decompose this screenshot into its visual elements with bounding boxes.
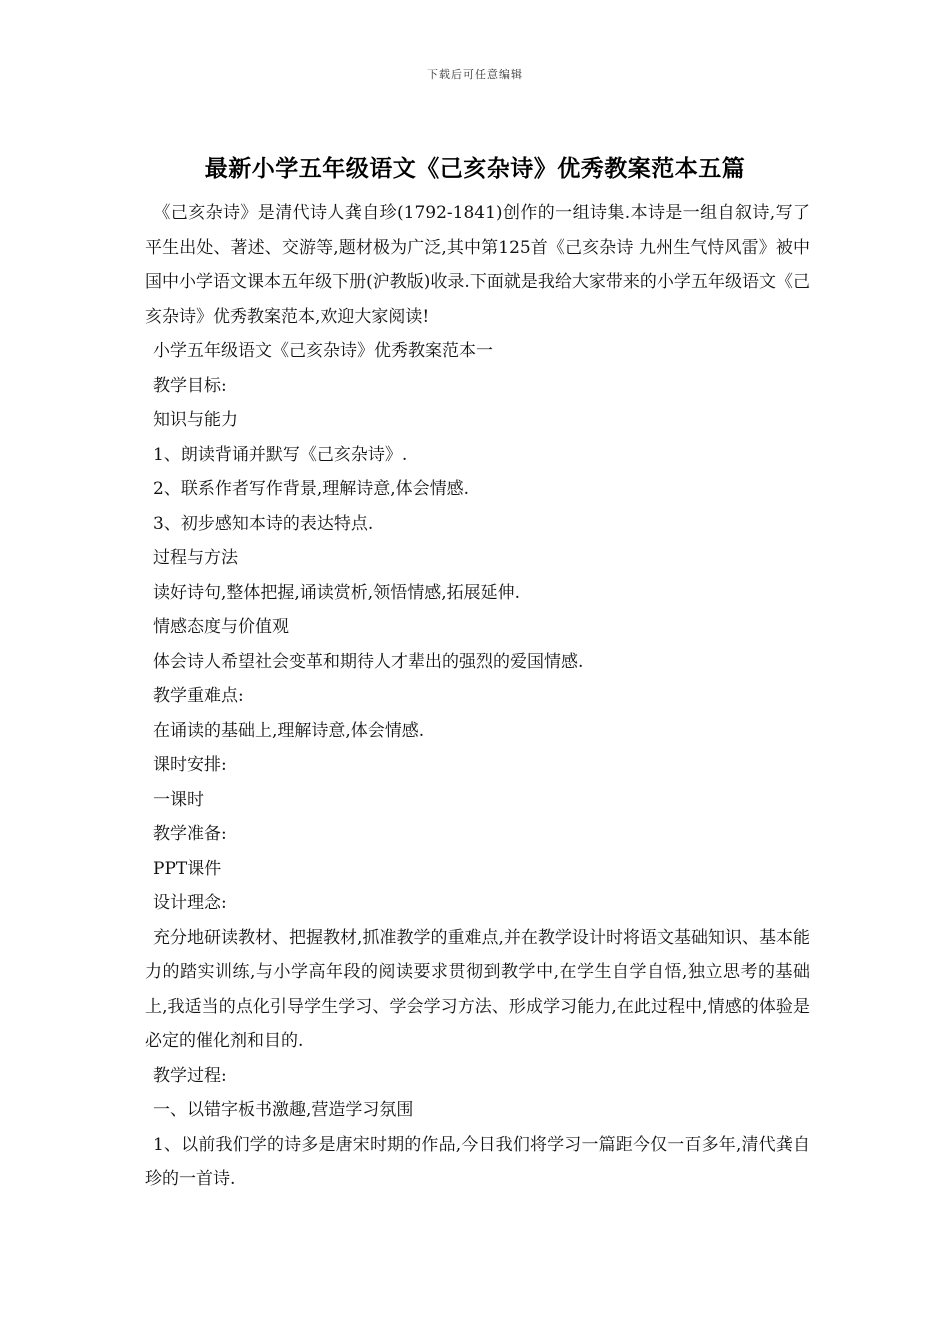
body-line: 2、联系作者写作背景,理解诗意,体会情感. (153, 479, 470, 499)
body-line: 教学准备: (153, 824, 227, 844)
body-line: 一、以错字板书激趣,营造学习氛围 (153, 1100, 414, 1120)
body-line: 教学过程: (153, 1065, 227, 1086)
design-text: 充分地研读教材、把握教材,抓准教学的重难点,并在教学设计时将语文基础知识、基本能力的踏实训练,与小学高年段的阅读要求贯彻到教学中,在学生自学自悟,独立思考的基础上,我适当的点化引导学生学习、学会学习方法、形成学习能力,在此过程中,情感的体验是必定的催化剂和目的. (145, 927, 810, 1051)
design-paragraph (145, 921, 810, 1059)
body-line: 在诵读的基础上,理解诗意,体会情感. (153, 720, 425, 741)
body-line: PPT课件 (153, 858, 222, 879)
body-line: 3、初步感知本诗的表达特点. (153, 513, 374, 534)
body-line: 知识与能力 (153, 410, 238, 430)
intro-text: 《己亥杂诗》是清代诗人龚自珍(1792-1841)创作的一组诗集.本诗是一组自叙诗,写了平生出处、著述、交游等,题材极为广泛,其中第125首《己亥杂诗 九州生气恃风雷》被中国中小学语文课本五年级下册(沪教版)收录.下面就是我给大家带来的小学五年级语文《己亥杂诗》优秀教案范本,欢迎大家阅读! (145, 203, 810, 327)
body-line: 课时安排: (153, 755, 227, 775)
body-line: 读好诗句,整体把握,诵读赏析,领悟情感,拓展延伸. (153, 582, 521, 603)
page-header-note: 下载后可任意编辑 (427, 68, 523, 81)
intro-paragraph (145, 196, 810, 334)
body-line: 一课时 (153, 789, 204, 810)
document-body (145, 196, 810, 1197)
body-line: 教学目标: (153, 375, 227, 396)
body-line: 1、朗读背诵并默写《己亥杂诗》. (153, 444, 408, 465)
final-paragraph (145, 1128, 810, 1197)
body-line: 小学五年级语文《己亥杂诗》优秀教案范本一 (153, 341, 493, 361)
body-line: 教学重难点: (153, 686, 244, 706)
document-title: 最新小学五年级语文《己亥杂诗》优秀教案范本五篇 (204, 156, 746, 182)
body-line: 过程与方法 (153, 548, 238, 568)
body-line: 情感态度与价值观 (153, 617, 289, 637)
final-text: 1、以前我们学的诗多是唐宋时期的作品,今日我们将学习一篇距今仅一百多年,清代龚自珍的一首诗. (145, 1134, 810, 1189)
body-line: 体会诗人希望社会变革和期待人才辈出的强烈的爱国情感. (153, 651, 584, 672)
body-line: 设计理念: (153, 893, 227, 913)
